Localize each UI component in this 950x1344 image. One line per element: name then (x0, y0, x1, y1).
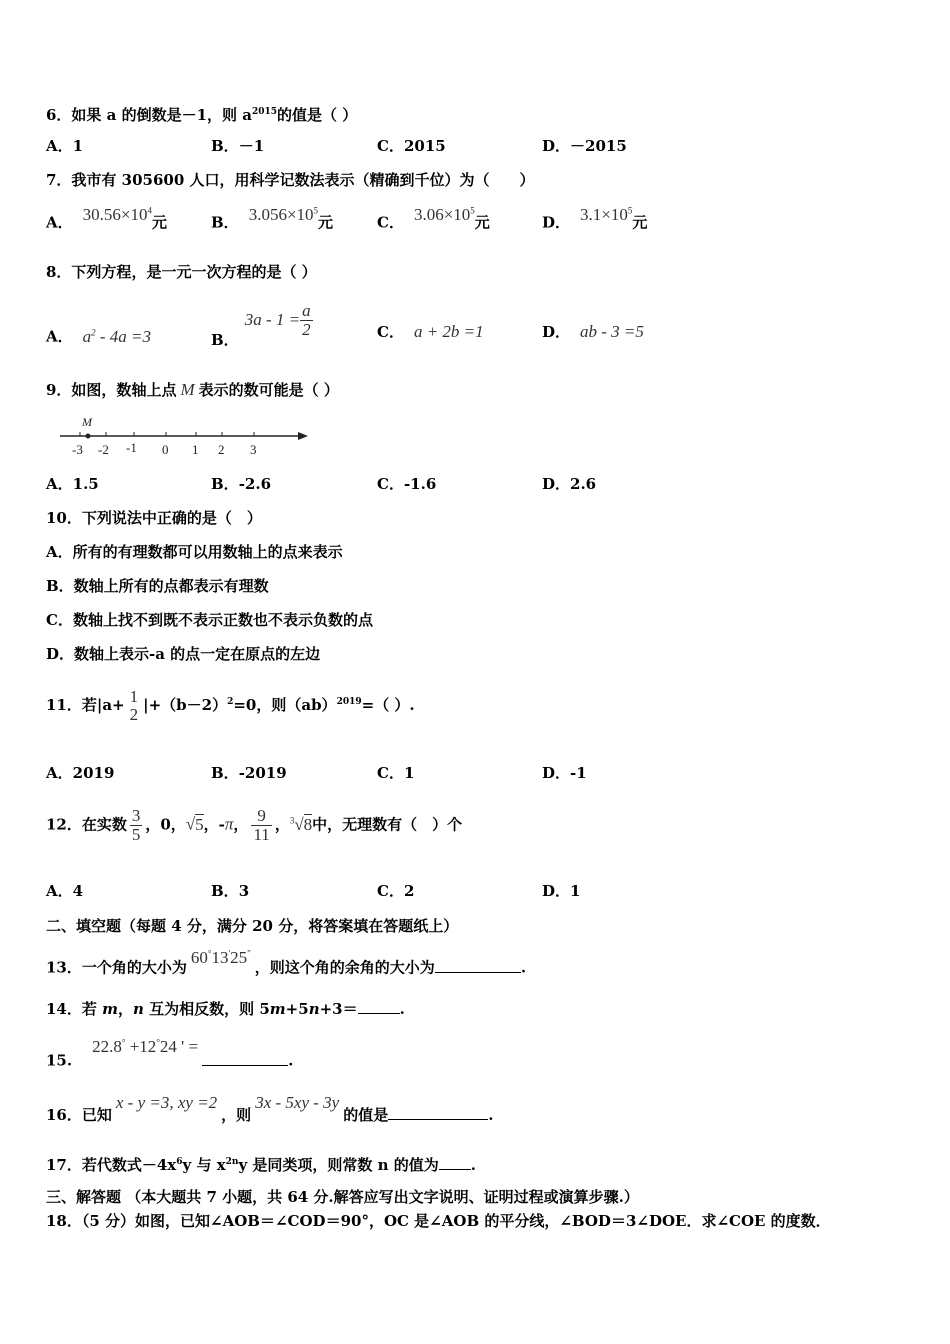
label-neg1: -1 (126, 440, 137, 455)
q11-option-b: B．-2019 (211, 764, 287, 782)
q9-option-d: D．2.6 (542, 475, 597, 493)
q16-stem: 16．已知x - y =3, xy =2，则3x - 5xy - 3y的值是 . (46, 1093, 494, 1124)
q8-option-b: B．3a - 1 = $\frac{a}{2}$ (211, 301, 311, 349)
axis-arrow (298, 432, 308, 440)
number-line-svg (58, 410, 314, 462)
q18-stem: 18．（5 分）如图，已知∠AOB＝∠COD＝90°，OC 是∠AOB 的平分线，∠BOD＝3∠DOE．求∠COE 的度数． (46, 1212, 831, 1230)
q7-option-b: B． $3.056\times 10^5$元 (211, 204, 334, 232)
point-m (86, 434, 91, 439)
q14-stem: 14．若 m，n 互为相反数，则 5m+5n+3＝ . (46, 1000, 405, 1018)
q12-stem: 12．在实数 $\frac{3}{5}$ ，0，√5，-π， $\frac{9}{11}$ ，$^3$√8中，无理数有（ ）个 (46, 806, 463, 845)
q16-answer-blank[interactable] (388, 1105, 488, 1120)
q6-option-d: D．－2015 (542, 137, 627, 155)
q12-option-b: B．3 (211, 882, 250, 900)
section-2-heading: 二、填空题（每题 4 分，满分 20 分，将答案填在答题纸上） (46, 917, 459, 935)
label-neg2: -2 (98, 442, 109, 457)
q6-option-a: A．1 (46, 137, 84, 155)
q10-option-c: C．数轴上找不到既不表示正数也不表示负数的点 (46, 611, 373, 629)
q8-option-d: D． ab - 3 =5 (542, 322, 644, 341)
sqrt-symbol: √5 (185, 814, 204, 834)
q17-stem: 17．若代数式$-4x^6y$ 与 $x^{2n}y$ 是同类项，则常数 n 的值为 . (46, 1156, 476, 1174)
q9-stem: 9．如图，数轴上点 M 表示的数可能是（ ） (46, 380, 339, 399)
q10-option-a: A．所有的有理数都可以用数轴上的点来表示 (46, 543, 343, 561)
number-line-figure (58, 410, 314, 462)
q11-option-c: C．1 (377, 764, 415, 782)
q12-option-d: D．1 (542, 882, 581, 900)
q8-option-c: C． a + 2b =1 (377, 322, 484, 341)
q10-stem: 10．下列说法中正确的是（ ） (46, 509, 262, 527)
q9-option-a: A．1.5 (46, 475, 99, 493)
q11-option-d: D．-1 (542, 764, 587, 782)
q15-answer-blank[interactable] (202, 1051, 288, 1066)
cbrt-symbol: $^3$√8 (289, 814, 313, 834)
label-2: 2 (218, 442, 225, 457)
q7-stem: 7．我市有 305600 人口，用科学记数法表示（精确到千位）为（ ） (46, 171, 535, 189)
q6-option-b: B．－1 (211, 137, 265, 155)
q13-answer-blank[interactable] (435, 958, 521, 973)
section-3-heading: 三、解答题 （本大题共 7 小题，共 64 分.解答应写出文字说明、证明过程或演算步骤.） (46, 1188, 639, 1206)
label-1: 1 (192, 442, 199, 457)
q15-stem: 15.22.8° +12°24 ' =. (46, 1036, 294, 1070)
q7-option-d: D． $3.1\times 10^5$元 (542, 204, 648, 232)
label-3: 3 (250, 442, 257, 457)
q10-option-b: B．数轴上所有的点都表示有理数 (46, 577, 269, 595)
q7-option-c: C． $3.06\times 10^5$元 (377, 204, 490, 232)
q12-option-a: A．4 (46, 882, 84, 900)
q14-answer-blank[interactable] (358, 999, 400, 1014)
q6-option-c: C．2015 (377, 137, 446, 155)
q11-stem: 11．若|a+ 1 2 $|+(b-2)^2=0$，则（ab）$^{2019}$=（ ）. (46, 687, 415, 724)
q6-stem: 6．如果 a 的倒数是－1，则 $a^{2015}$的值是（ ） (46, 106, 358, 124)
q12-option-c: C．2 (377, 882, 415, 900)
point-m-label: M (82, 415, 92, 429)
q7-option-a: A． $30.56\times 10^4$元 (46, 204, 167, 232)
label-neg3: -3 (72, 442, 83, 457)
q9-option-b: B．-2.6 (211, 475, 272, 493)
q11-option-a: A．2019 (46, 764, 115, 782)
q8-option-a: A． $a^2 - 4a =3$ (46, 326, 152, 346)
q8-stem: 8．下列方程，是一元一次方程的是（ ） (46, 263, 317, 281)
q10-option-d: D．数轴上表示-a 的点一定在原点的左边 (46, 645, 321, 663)
label-0: 0 (162, 442, 169, 457)
q9-option-c: C．-1.6 (377, 475, 437, 493)
q17-answer-blank[interactable] (439, 1155, 471, 1170)
q13-stem: 13．一个角的大小为60°13'25"，则这个角的余角的大小为 . (46, 947, 527, 977)
